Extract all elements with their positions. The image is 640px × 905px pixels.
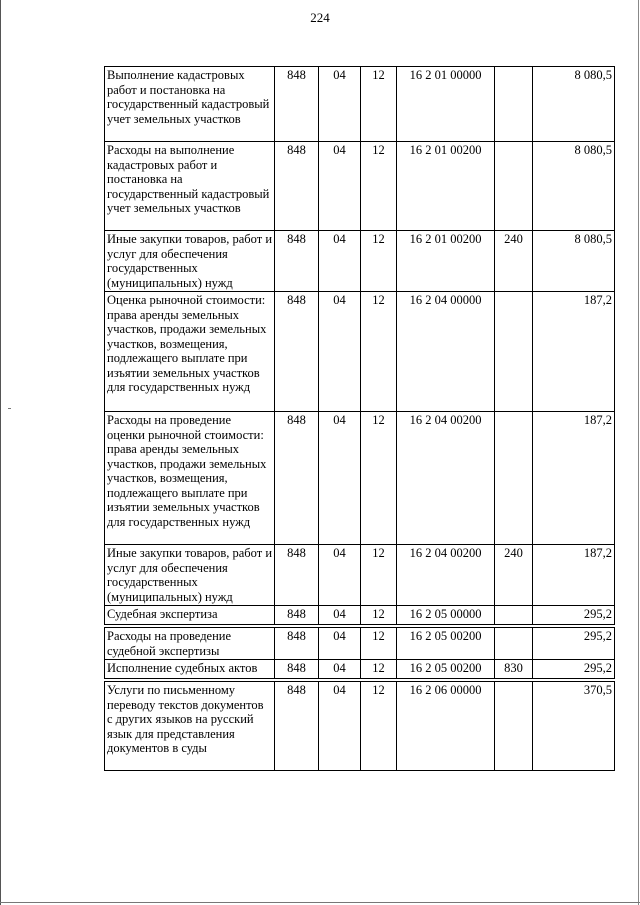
row-vr xyxy=(495,628,533,660)
row-csr: 16 2 01 00200 xyxy=(397,142,495,231)
row-ved: 848 xyxy=(275,682,319,771)
row-vr: 240 xyxy=(495,545,533,606)
row-sum: 370,5 xyxy=(533,682,615,771)
row-pr: 12 xyxy=(361,142,397,231)
row-pr: 12 xyxy=(361,628,397,660)
row-rz: 04 xyxy=(319,660,361,679)
row-name: Оценка рыночной стоимости: права аренды земельных участков, продажи земельных участков, возмещения, подлежащего выплате при изъятии земельных участков для государственных нужд xyxy=(105,292,275,412)
row-name: Расходы на выполнение кадастровых работ и постановка на государственный кадастровый учет земельных участков xyxy=(105,142,275,231)
row-ved: 848 xyxy=(275,628,319,660)
row-rz: 04 xyxy=(319,682,361,771)
row-pr: 12 xyxy=(361,606,397,625)
scan-edge-bottom xyxy=(0,902,640,903)
page-number: 224 xyxy=(310,10,330,25)
row-vr xyxy=(495,142,533,231)
row-sum: 187,2 xyxy=(533,412,615,545)
row-csr: 16 2 05 00000 xyxy=(397,606,495,625)
row-csr: 16 2 04 00200 xyxy=(397,412,495,545)
row-vr xyxy=(495,292,533,412)
row-sum: 187,2 xyxy=(533,292,615,412)
row-pr: 12 xyxy=(361,67,397,142)
table-row xyxy=(105,292,615,412)
row-csr: 16 2 05 00200 xyxy=(397,628,495,660)
row-vr xyxy=(495,682,533,771)
row-csr: 16 2 01 00200 xyxy=(397,231,495,292)
table-row xyxy=(105,682,615,771)
row-ved: 848 xyxy=(275,545,319,606)
row-rz: 04 xyxy=(319,412,361,545)
row-sum: 8 080,5 xyxy=(533,142,615,231)
table-row xyxy=(105,67,615,142)
row-vr: 830 xyxy=(495,660,533,679)
row-name: Расходы на проведение судебной экспертизы xyxy=(105,628,275,660)
row-vr xyxy=(495,67,533,142)
row-vr xyxy=(495,412,533,545)
row-name: Услуги по письменному переводу текстов документов с других языков на русский язык для представления документов в суды xyxy=(105,682,275,771)
row-rz: 04 xyxy=(319,67,361,142)
row-rz: 04 xyxy=(319,231,361,292)
table-row xyxy=(105,412,615,545)
row-rz: 04 xyxy=(319,628,361,660)
table-row xyxy=(105,606,615,625)
budget-table xyxy=(104,66,615,771)
row-rz: 04 xyxy=(319,142,361,231)
row-rz: 04 xyxy=(319,545,361,606)
row-sum: 295,2 xyxy=(533,660,615,679)
row-ved: 848 xyxy=(275,412,319,545)
table-row xyxy=(105,628,615,660)
table-row xyxy=(105,545,615,606)
row-ved: 848 xyxy=(275,660,319,679)
row-name: Судебная экспертиза xyxy=(105,606,275,625)
row-pr: 12 xyxy=(361,292,397,412)
row-vr xyxy=(495,606,533,625)
row-name: Иные закупки товаров, работ и услуг для обеспечения государственных (муниципальных) нужд xyxy=(105,231,275,292)
row-sum: 8 080,5 xyxy=(533,231,615,292)
row-name: Расходы на проведение оценки рыночной стоимости: права аренды земельных участков, продажи земельных участков, возмещения, подлежащего выплате при изъятии земельных участков для государственных нужд xyxy=(105,412,275,545)
row-pr: 12 xyxy=(361,682,397,771)
row-name: Иные закупки товаров, работ и услуг для обеспечения государственных (муниципальных) нужд xyxy=(105,545,275,606)
row-rz: 04 xyxy=(319,292,361,412)
row-sum: 187,2 xyxy=(533,545,615,606)
row-csr: 16 2 06 00000 xyxy=(397,682,495,771)
row-ved: 848 xyxy=(275,231,319,292)
table-row xyxy=(105,142,615,231)
row-ved: 848 xyxy=(275,67,319,142)
row-csr: 16 2 05 00200 xyxy=(397,660,495,679)
row-pr: 12 xyxy=(361,412,397,545)
row-sum: 295,2 xyxy=(533,606,615,625)
row-vr: 240 xyxy=(495,231,533,292)
row-pr: 12 xyxy=(361,545,397,606)
scan-edge-left xyxy=(0,0,1,905)
scan-artifact xyxy=(8,408,11,409)
table-row xyxy=(105,660,615,679)
row-csr: 16 2 04 00200 xyxy=(397,545,495,606)
row-rz: 04 xyxy=(319,606,361,625)
scan-edge-right xyxy=(638,0,639,905)
row-name: Выполнение кадастровых работ и постановка на государственный кадастровый учет земельных участков xyxy=(105,67,275,142)
row-pr: 12 xyxy=(361,231,397,292)
row-sum: 295,2 xyxy=(533,628,615,660)
row-csr: 16 2 04 00000 xyxy=(397,292,495,412)
row-ved: 848 xyxy=(275,142,319,231)
row-csr: 16 2 01 00000 xyxy=(397,67,495,142)
row-name: Исполнение судебных актов xyxy=(105,660,275,679)
row-pr: 12 xyxy=(361,660,397,679)
row-sum: 8 080,5 xyxy=(533,67,615,142)
row-ved: 848 xyxy=(275,292,319,412)
table-row xyxy=(105,231,615,292)
row-ved: 848 xyxy=(275,606,319,625)
